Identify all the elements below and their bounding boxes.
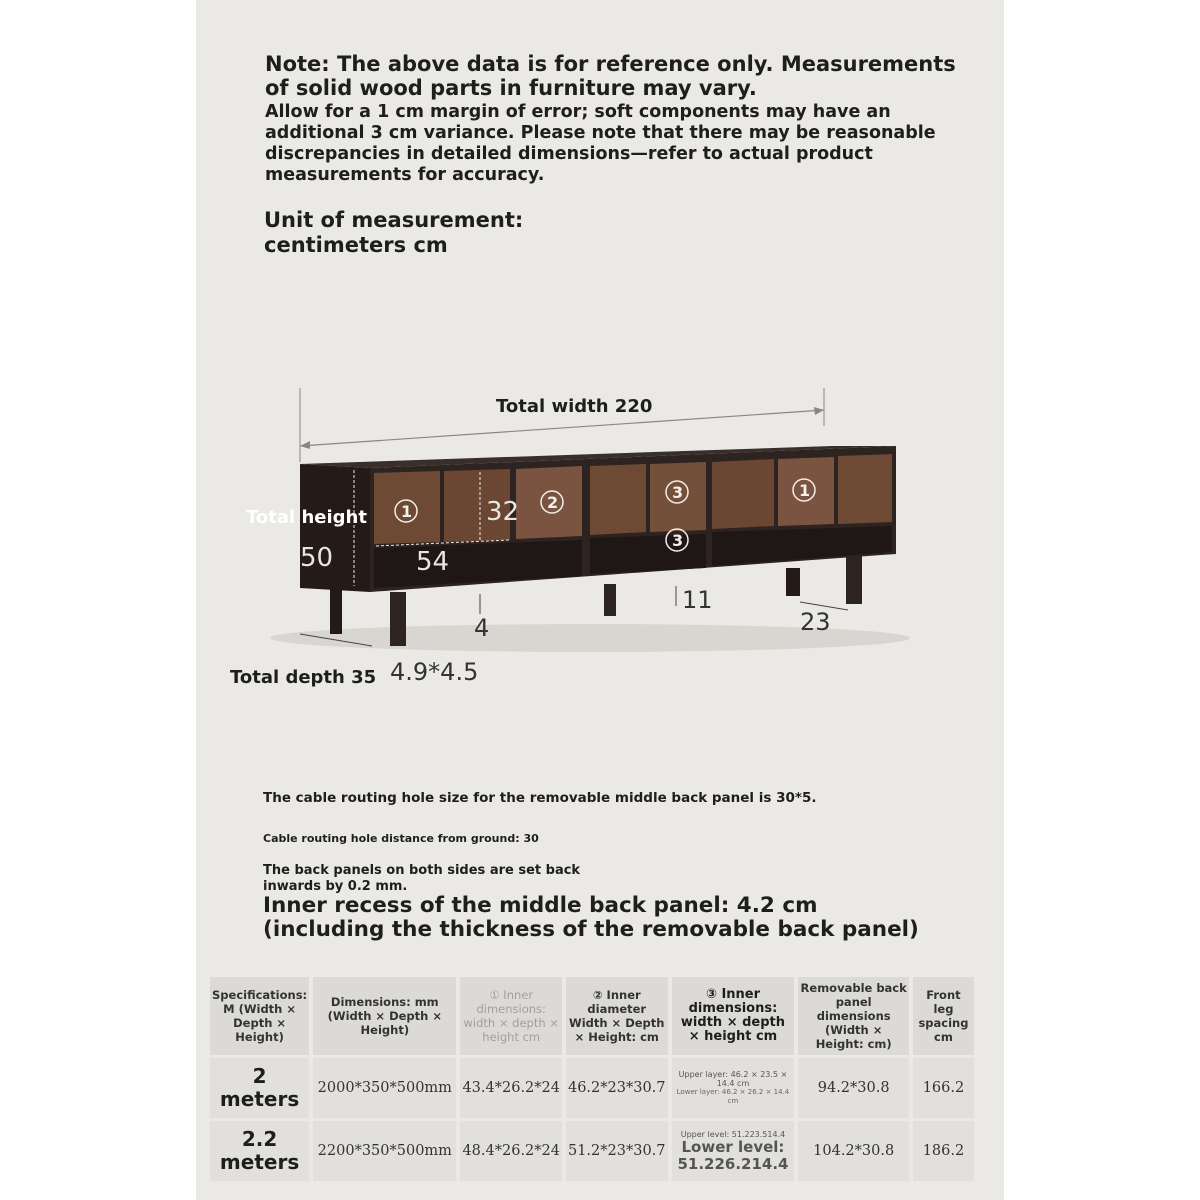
leg-middle	[604, 584, 616, 616]
leg-back-right	[786, 568, 800, 596]
leg-back-left	[330, 588, 342, 634]
marker-1-right-number: 1	[799, 481, 811, 500]
shelf-gap-value: 11	[682, 586, 713, 614]
header-inner-diameter-2: ② Inner diameter Width × Depth × Height: cm	[566, 977, 668, 1055]
header-back-panel-dimensions: Removable back panel dimensions (Width × Height: cm)	[798, 977, 909, 1055]
drawer-height-value: 32	[486, 497, 520, 527]
total-width-label: Total width 220	[496, 396, 653, 417]
specifications-table	[206, 974, 978, 1184]
row-back-panel: 104.2*30.8	[798, 1121, 909, 1181]
row-dimensions: 2200*350*500mm	[313, 1121, 456, 1181]
row-leg-spacing: 186.2	[913, 1121, 974, 1181]
row-inner-2: 51.2*23*30.7	[566, 1121, 668, 1181]
width-arrow-right-icon	[814, 407, 824, 415]
marker-1-left-number: 1	[401, 502, 413, 521]
leg-side-spacing-value: 23	[800, 608, 831, 636]
note-main-text: Note: The above data is for reference only. Measurements of solid wood parts in furniture may vary.	[265, 52, 956, 100]
row-inner-2: 46.2*23*30.7	[566, 1058, 668, 1118]
header-dimensions: Dimensions: mm (Width × Depth × Height)	[313, 977, 456, 1055]
header-specifications: Specifications: M (Width × Depth × Height)	[210, 977, 309, 1055]
drawer-width-value: 54	[416, 547, 450, 577]
row-inner-3	[672, 1121, 795, 1181]
row-size: 2 meters	[210, 1058, 309, 1118]
row-inner-1: 48.4*26.2*24	[460, 1121, 562, 1181]
cable-hole-distance-text: Cable routing hole distance from ground: 30	[263, 832, 539, 845]
header-inner-dimensions-3: ③ Inner dimensions: width × depth × height cm	[672, 977, 795, 1055]
marker-3-lower-number: 3	[672, 531, 684, 550]
row-dimensions: 2000*350*500mm	[313, 1058, 456, 1118]
row-inner-3-lower: Lower layer: 46.2 × 26.2 × 14.4 cm	[676, 1088, 790, 1105]
middle-back-panel-recess-text: Inner recess of the middle back panel: 4.2 cm (including the thickness of the removable back panel)	[263, 893, 919, 942]
tv-cabinet-dimension-drawing	[230, 380, 910, 700]
header-front-leg-spacing: Front leg spacing cm	[913, 977, 974, 1055]
row-inner-3	[672, 1058, 795, 1118]
total-depth-label: Total depth 35	[230, 667, 377, 688]
table-row	[210, 1058, 974, 1118]
total-height-label: Total height	[246, 507, 367, 528]
unit-label: Unit of measurement:	[264, 208, 524, 232]
cable-hole-size-text: The cable routing hole size for the removable middle back panel is 30*5.	[263, 790, 817, 806]
side-back-panels-text: The back panels on both sides are set back inwards by 0.2 mm.	[263, 863, 581, 894]
row-inner-3-upper: Upper level: 51.223.514.4	[680, 1129, 786, 1139]
marker-3-upper-number: 3	[672, 483, 684, 502]
note-sub-text: Allow for a 1 cm margin of error; soft components may have an additional 3 cm variance. Please note that there may be reasonable discrepancies in detailed dimensions—refer to actual product measurements for accuracy.	[265, 102, 936, 185]
door-panel-8	[838, 454, 892, 524]
leg-clearance-value: 4	[474, 614, 490, 642]
unit-value: centimeters cm	[264, 233, 448, 257]
row-inner-3-upper: Upper layer: 46.2 × 23.5 × 14.4 cm	[678, 1070, 788, 1088]
header-inner-dimensions-1: ① Inner dimensions: width × depth × height cm	[460, 977, 562, 1055]
row-size: 2.2 meters	[210, 1121, 309, 1181]
row-back-panel: 94.2*30.8	[798, 1058, 909, 1118]
leg-section-size: 4.9*4.5	[390, 658, 479, 686]
leg-front-left	[390, 592, 406, 646]
height-value: 50	[300, 543, 334, 573]
width-arrow-left-icon	[300, 441, 310, 449]
row-inner-3-lower: Lower level: 51.226.214.4	[677, 1137, 789, 1173]
unit-of-measurement	[264, 208, 664, 258]
row-inner-1: 43.4*26.2*24	[460, 1058, 562, 1118]
table-row	[210, 1121, 974, 1181]
lower-drawer-left	[374, 540, 582, 588]
row-leg-spacing: 166.2	[913, 1058, 974, 1118]
table-header-row	[210, 977, 974, 1055]
leg-front-right	[846, 556, 862, 604]
reference-note	[265, 52, 985, 186]
door-panel-6	[712, 459, 774, 529]
marker-2-number: 2	[547, 493, 559, 512]
door-panel-4	[590, 464, 646, 535]
